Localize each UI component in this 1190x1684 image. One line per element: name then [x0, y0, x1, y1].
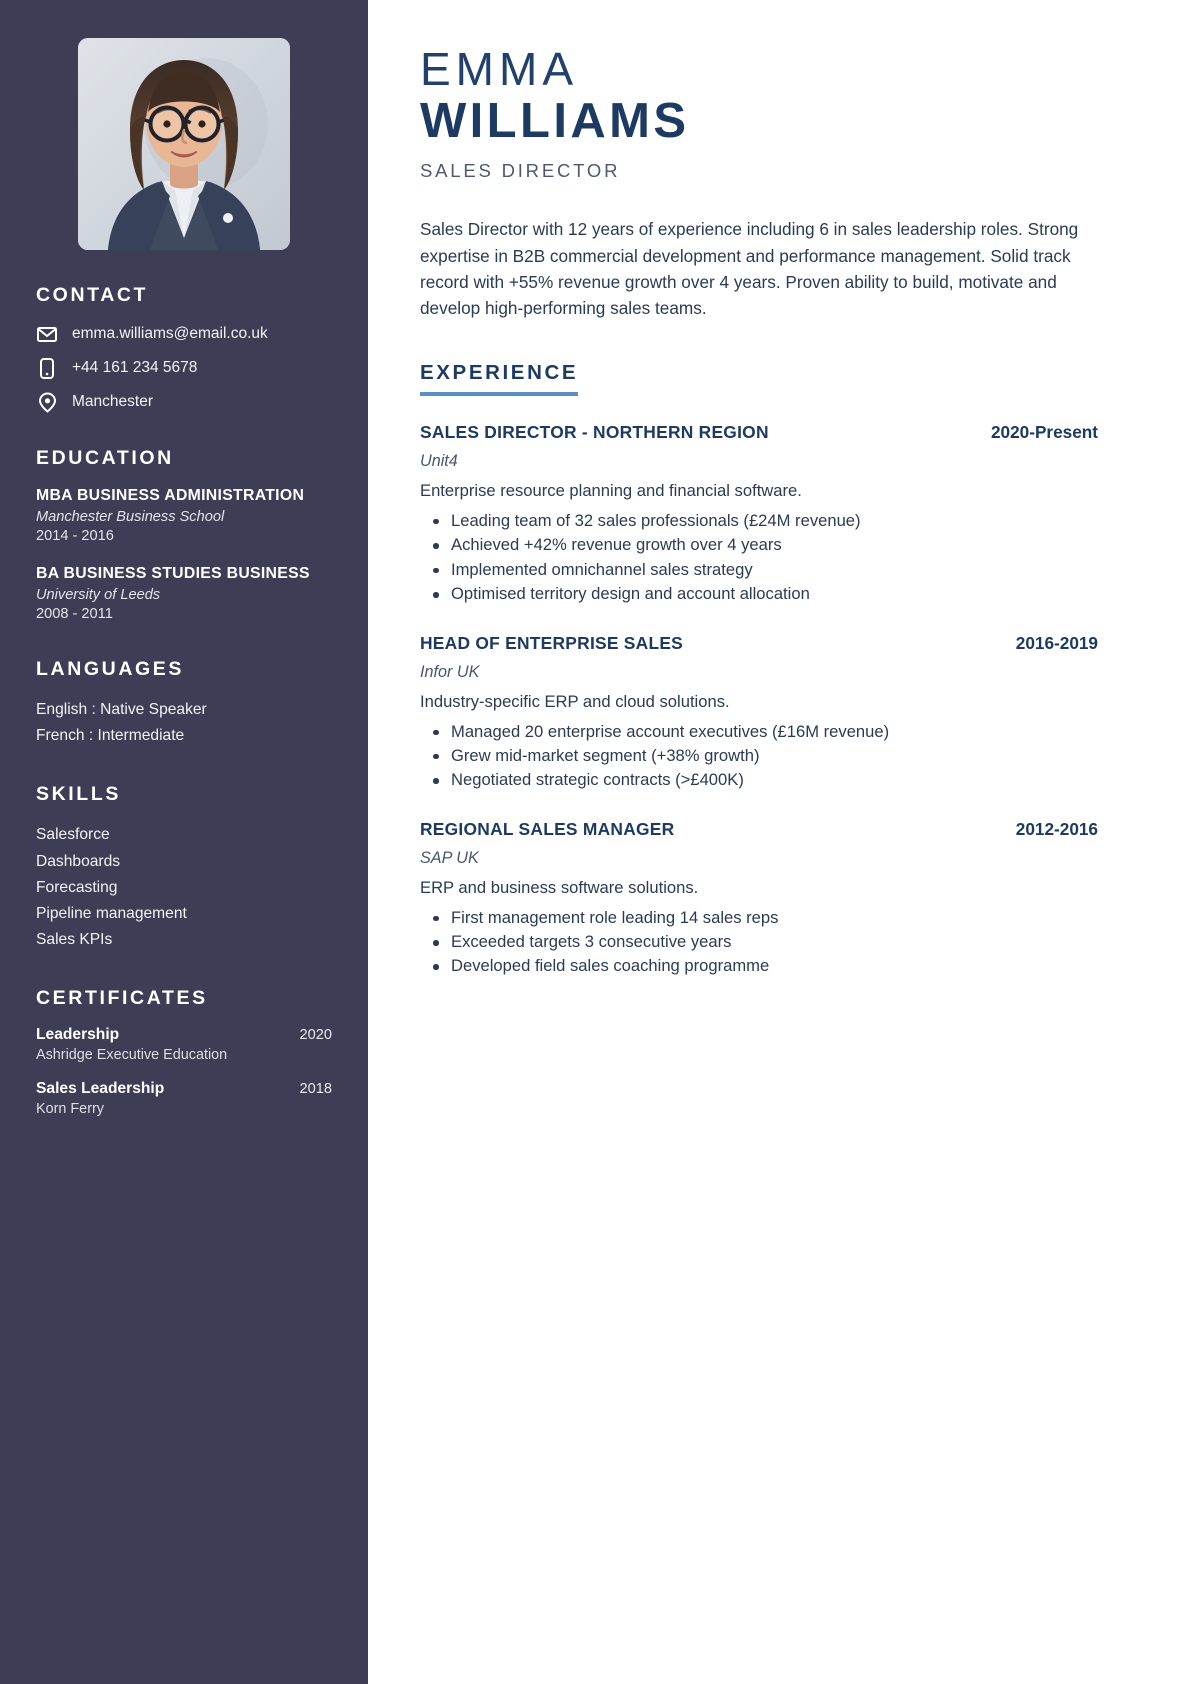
experience-bullet: Managed 20 enterprise account executives (£16M revenue) [426, 720, 1098, 744]
certificate-name: Leadership [36, 1026, 120, 1044]
contact-phone[interactable] [36, 357, 332, 379]
education-years: 2008 - 2011 [36, 605, 113, 622]
experience-description: Industry-specific ERP and cloud solutions. [420, 691, 730, 711]
sidebar [0, 0, 368, 1684]
skill-item: Sales KPIs [36, 931, 113, 949]
first-name: EMMA [420, 43, 578, 95]
certificate-year: 2018 [299, 1080, 332, 1097]
experience-bullet: Achieved +42% revenue growth over 4 years [426, 533, 1098, 557]
experience-bullet: Implemented omnichannel sales strategy [426, 558, 1098, 582]
experience-item [420, 633, 1098, 793]
certificate-year: 2020 [299, 1027, 332, 1044]
language-item: English : Native Speaker [36, 701, 207, 719]
contact-location[interactable] [36, 391, 332, 413]
education-item [36, 564, 332, 624]
experience-item [420, 819, 1098, 979]
profile-photo-wrap [0, 0, 368, 250]
certificate-item [36, 1080, 332, 1119]
portrait-illustration [78, 38, 290, 250]
experience-item [420, 422, 1098, 607]
skill-item: Forecasting [36, 878, 118, 896]
experience-heading: EXPERIENCE [420, 361, 578, 396]
experience-role: SALES DIRECTOR - NORTHERN REGION [420, 421, 769, 442]
experience-role: REGIONAL SALES MANAGER [420, 818, 675, 839]
certificates-heading: CERTIFICATES [36, 987, 208, 1010]
experience-company: Unit4 [420, 451, 458, 470]
contact-location-value: Manchester [72, 392, 153, 410]
experience-role: HEAD OF ENTERPRISE SALES [420, 632, 684, 653]
experience-description: ERP and business software solutions. [420, 877, 699, 897]
phone-icon [36, 357, 58, 379]
experience-company: SAP UK [420, 848, 479, 867]
experience-bullet: Negotiated strategic contracts (>£400K) [426, 768, 1098, 792]
experience-company: Infor UK [420, 662, 480, 681]
education-school: Manchester Business School [36, 508, 225, 525]
contact-email[interactable] [36, 323, 332, 345]
contact-heading: CONTACT [36, 284, 149, 306]
experience-description: Enterprise resource planning and financial software. [420, 480, 802, 500]
contact-phone-value: +44 161 234 5678 [72, 358, 198, 376]
certificate-item [36, 1026, 332, 1065]
main-content [368, 0, 1190, 1684]
experience-bullets [420, 906, 1098, 979]
contact-email-value: emma.williams@email.co.uk [72, 324, 268, 342]
certificate-name: Sales Leadership [36, 1079, 165, 1097]
avatar [78, 38, 290, 250]
education-degree: MBA BUSINESS ADMINISTRATION [36, 487, 305, 504]
certificate-organisation: Korn Ferry [36, 1100, 104, 1117]
profile-summary: Sales Director with 12 years of experience including 6 in sales leadership roles. Strong expertise in B2B commercial development and performance management. Solid track record with +55% revenue growth over 4 years. Proven ability to build, motivate and develop high-performing sales teams. [420, 219, 1079, 318]
education-school: University of Leeds [36, 586, 161, 603]
language-item: French : Intermediate [36, 727, 185, 745]
experience-bullet: Optimised territory design and account allocation [426, 582, 1098, 606]
skill-item: Pipeline management [36, 905, 187, 922]
skills-heading: SKILLS [36, 783, 121, 806]
experience-bullet: First management role leading 14 sales reps [426, 906, 1098, 930]
last-name: WILLIAMS [420, 93, 690, 148]
job-title: SALES DIRECTOR [420, 160, 621, 182]
experience-dates: 2012-2016 [1015, 818, 1098, 839]
experience-dates: 2016-2019 [1015, 632, 1098, 653]
skill-item: Salesforce [36, 826, 110, 844]
experience-bullets [420, 720, 1098, 793]
education-degree: BA BUSINESS STUDIES BUSINESS [36, 565, 310, 583]
experience-bullet: Leading team of 32 sales professionals (£24M revenue) [426, 509, 1098, 533]
education-years: 2014 - 2016 [36, 527, 114, 544]
skill-item: Dashboards [36, 852, 121, 870]
experience-bullet: Exceeded targets 3 consecutive years [426, 930, 1098, 954]
location-pin-icon [36, 391, 58, 413]
education-heading: EDUCATION [36, 447, 174, 469]
experience-bullet: Developed field sales coaching programme [426, 954, 1098, 978]
languages-heading: LANGUAGES [36, 658, 184, 681]
experience-bullet: Grew mid-market segment (+38% growth) [426, 744, 1098, 768]
certificate-organisation: Ashridge Executive Education [36, 1047, 228, 1064]
experience-dates: 2020-Present [990, 421, 1098, 442]
experience-bullets [420, 509, 1098, 607]
envelope-icon [36, 323, 58, 345]
education-item [36, 486, 332, 546]
